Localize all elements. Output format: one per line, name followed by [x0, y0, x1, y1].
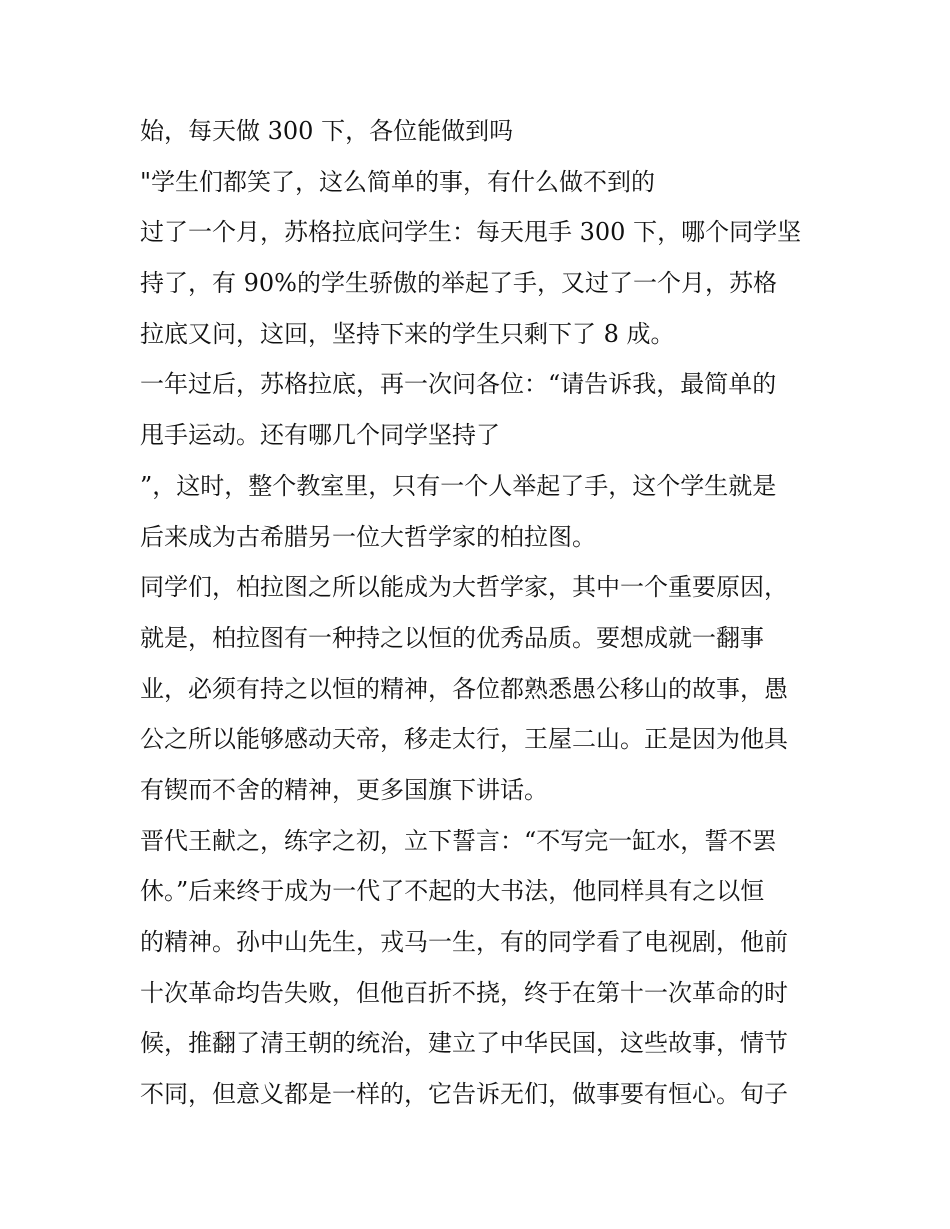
text-line-4: 持了，有 90%的学生骄傲的举起了手，又过了一个月，苏格: [140, 269, 777, 298]
text-line-20: 不同，但意义都是一样的，它告诉无们，做事要有恒心。旬子: [140, 1080, 788, 1109]
text-line-16: 休。”后来终于成为一代了不起的大书法，他同样具有之以恒: [140, 877, 765, 906]
text-line-2: "学生们都笑了，这么简单的事，有什么做不到的: [140, 167, 656, 196]
text-line-13: 公之所以能够感动天帝，移走太行，王屋二山。正是因为他具: [140, 725, 788, 754]
text-line-1: 始，每天做 300 下，各位能做到吗: [140, 117, 514, 145]
text-line-17: 的精神。孙中山先生，戎马一生，有的同学看了电视剧，他前: [140, 928, 788, 956]
text-line-3: 过了一个月，苏格拉底问学生：每天甩手 300 下，哪个同学坚: [140, 218, 802, 247]
text-line-19: 候，推翻了清王朝的统治，建立了中华民国，这些故事，情节: [140, 1029, 788, 1058]
document-body: [140, 106, 830, 1120]
text-line-11: 就是，柏拉图有一种持之以恒的优秀品质。要想成就一翻事: [140, 623, 764, 652]
text-line-7: 甩手运动。还有哪几个同学坚持了: [140, 421, 500, 450]
text-line-10: 同学们，柏拉图之所以能成为大哲学家，其中一个重要原因，: [140, 573, 788, 602]
text-line-18: 十次革命均告失败，但他百折不挠，终于在第十一次革命的时: [140, 978, 788, 1007]
text-line-15: 晋代王献之，练字之初，立下誓言：“不写完一缸水，誓不罢: [140, 826, 777, 855]
text-line-6: 一年过后，苏格拉底，再一次问各位：“请告诉我，最简单的: [140, 370, 777, 399]
text-line-9: 后来成为古希腊另一位大哲学家的柏拉图。: [140, 522, 596, 551]
text-line-14: 有锲而不舍的精神，更多国旗下讲话。: [140, 775, 548, 804]
text-line-5: 拉底又问，这回，坚持下来的学生只剩下了 8 成。: [140, 319, 675, 348]
text-line-12: 业，必须有持之以恒的精神，各位都熟悉愚公移山的故事，愚: [140, 674, 788, 703]
text-line-8: ”，这时，整个教室里，只有一个人举起了手，这个学生就是: [140, 471, 777, 500]
